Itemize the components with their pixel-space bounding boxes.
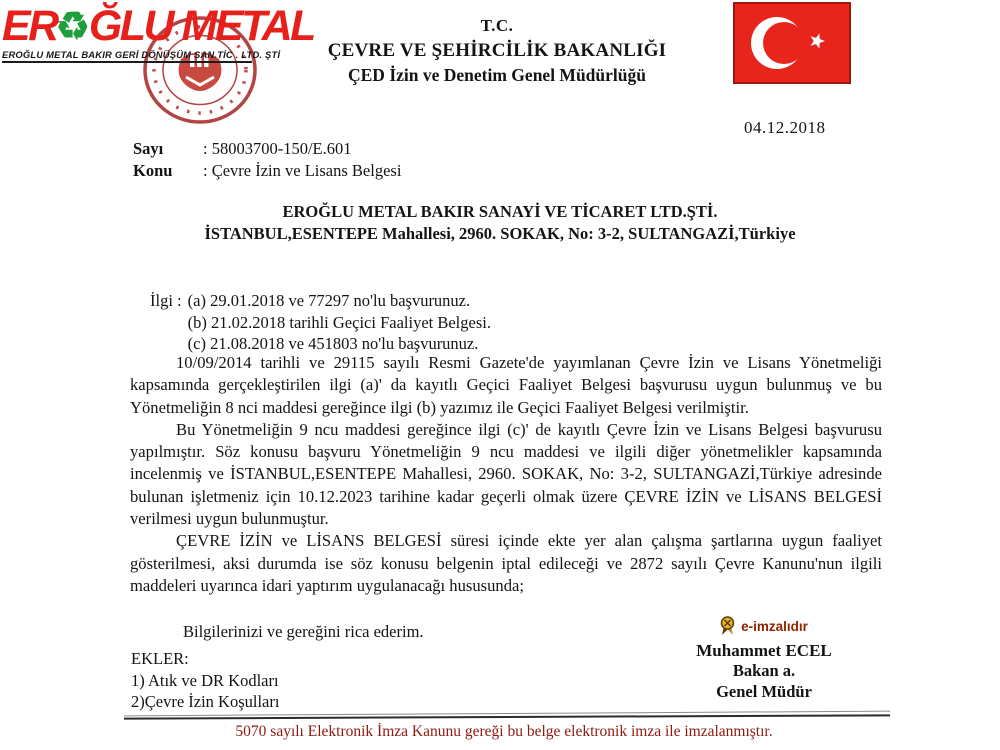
signer-title-2: Genel Müdür [716, 681, 812, 701]
letterhead-republic: T.C. [480, 16, 514, 35]
recipient-company: EROĞLU METAL BAKIR SANAYİ VE TİCARET LTD.ŞTİ. [282, 202, 718, 221]
reference-item: (b) 21.02.2018 tarihli Geçici Faaliyet Belgesi. [187, 312, 491, 332]
closing-line: Bilgilerinizi ve gereğini rica ederim. [183, 622, 424, 641]
footer-legal-text: 5070 sayılı Elektronik İmza Kanunu gereği bu belge elektronik imza ile imzalanmıştır. [235, 723, 773, 740]
document-date: 04.12.2018 [744, 118, 826, 137]
references-list [188, 290, 491, 355]
signature-block [658, 616, 870, 702]
letterhead-ministry: ÇEVRE VE ŞEHİRCİLİK BAKANLIĞI [327, 40, 667, 61]
body-paragraph-3: ÇEVRE İZİN ve LİSANS BELGESİ süresi içinde ekte yer alan çalışma şartlarına uygun faaliyet gösterilmesi, aksi durumda ise söz konusu belgenin iptal edileceği ve 2872 sayılı Çevre Kanunu'nun ilgili maddeleri uyarınca idari yaptırım uygulanacağı hususunda; [130, 531, 882, 595]
recipient-address: İSTANBUL,ESENTEPE Mahallesi, 2960. SOKAK, No: 3-2, SULTANGAZİ,Türkiye [204, 224, 796, 243]
body-paragraph-1: 10/09/2014 tarihli ve 29115 sayılı Resmi Gazete'de yayımlanan Çevre İzin ve Lisans Yönetmeliği kapsamında gerçekleştirilen ilgi (a)' da kayıtlı Geçici Faaliyet Belgesi başvurusu uygun bulunmuş ve bu Yönetmeliğin 8 nci maddesi gereğince ilgi (b) yazımız ile Geçici Faaliyet Belgesi verilmiştir. [130, 353, 882, 417]
signer-name: Muhammet ECEL [696, 641, 832, 660]
sayi-value: : 58003700-150/E.601 [203, 139, 352, 158]
company-logo-subtitle: EROĞLU METAL BAKIR GERİ DÖNÜŞÜM SAN.TİC . LTD. ŞTİ [2, 49, 252, 63]
meta-row-konu [133, 160, 401, 182]
attachments-block [131, 648, 279, 713]
logo-text-suffix: ĞLU METAL [88, 2, 314, 50]
signer-title-1: Bakan a. [732, 661, 796, 680]
reference-item: (a) 29.01.2018 ve 77297 no'lu başvurunuz. [187, 291, 471, 310]
meta-row-sayi [133, 138, 401, 160]
company-logo [2, 2, 314, 63]
references-block [150, 290, 491, 355]
turkish-flag-icon [733, 2, 851, 84]
company-logo-wordmark [2, 2, 314, 50]
e-signature-ribbon-icon [720, 616, 735, 636]
letter-body [130, 352, 882, 597]
letterhead-department: ÇED İzin ve Denetim Genel Müdürlüğü [348, 65, 646, 85]
attachment-item: 2)Çevre İzin Koşulları [131, 692, 280, 711]
recipient-block [0, 201, 1000, 245]
esign-label: e-imzalıdır [741, 618, 808, 634]
esign-row [658, 616, 870, 636]
references-label: İlgi : [150, 291, 182, 310]
reference-item: (c) 21.08.2018 ve 451803 no'lu başvurunuz. [187, 334, 479, 353]
logo-text-prefix: ER [2, 2, 57, 50]
attachment-item: 1) Atık ve DR Kodları [131, 670, 279, 690]
body-paragraph-2: Bu Yönetmeliğin 9 ncu maddesi gereğince ilgi (c)' de kayıtlı Çevre İzin ve Lisans Belgesi başvurusu yapılmıştır. Söz konusu başvuru Yönetmeliğin 9 ncu maddesi ve ilgili diğer yönetmelikler kapsamında incelenmiş ve İSTANBUL,ESENTEPE Mahallesi, 2960. SOKAK, No: 3-2, SULTANGAZİ,Türkiye adresinde bulunan işletmeniz için 10.12.2023 tarihine kadar geçerli olmak üzere ÇEVRE İZİN ve LİSANS BELGESİ verilmesi uygun bulunmuştur. [130, 419, 882, 529]
recycle-icon: ♻ [55, 6, 90, 48]
letterhead [297, 16, 697, 86]
konu-value: : Çevre İzin ve Lisans Belgesi [203, 161, 402, 180]
konu-label: Konu [133, 161, 173, 180]
attachments-label: EKLER: [131, 649, 189, 668]
sayi-label: Sayı [133, 139, 164, 158]
document-meta [133, 138, 401, 182]
